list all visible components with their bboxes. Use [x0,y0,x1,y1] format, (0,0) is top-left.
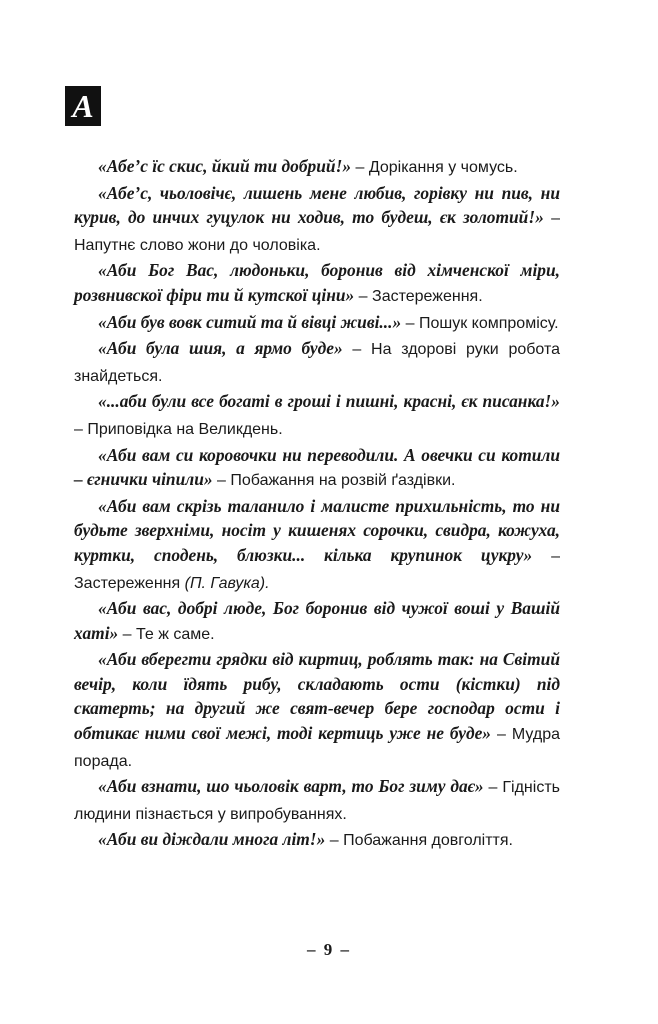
entry-quote: «Аби вас, добрі люде, Бог боронив від чужої воші у Вашій хаті» [74,598,560,643]
entry [74,827,560,854]
entry-meaning: – Побажання на розвій ґаздівки. [212,472,456,490]
entry-quote: «Аби була шия, а ярмо буде» [98,338,343,359]
entry-quote: «Абе’с, чьоловічє, лишень мене любив, горівку ни пив, ни курив, до инчих гуцулок ни ходив, то будеш, єк золотий!» [74,182,560,228]
entry [74,389,560,442]
entry-quote: «Аби Бог Вас, людоньки, боронив від хімченскої міри, розвнивскої фіри ти й кутскої ціни» [74,260,560,305]
entry [74,494,560,596]
entry-source: (П. Гавука). [184,574,270,592]
dictionary-text [74,154,560,854]
entry-meaning: – Застереження. [354,287,483,305]
entry [74,774,560,827]
entry-quote: «Аби взнати, шо чьоловік варт, то Бог зиму дає» [98,776,484,797]
entry-meaning: – Гідність людини пізнається у випробуваннях. [74,779,560,823]
entry-quote: «Абе’с їс скис, йкий ти добрий!» [98,156,352,176]
entry [74,443,560,494]
section-letter-badge [65,86,101,126]
section-letter: А [72,87,94,124]
entry-meaning: – Приповідка на Великдень. [74,420,283,438]
entry [74,258,560,309]
entry-meaning: – Те ж саме. [118,625,215,643]
entry [74,647,560,774]
entry-quote: «...аби були все богаті в гроші і пишні, красні, єк писанка!» [98,391,560,412]
entry-quote: «Аби був вовк ситий та й вівці живі...» [98,311,402,332]
page-number: – 9 – [307,940,351,959]
entry-meaning: – Побажання довголіття. [325,832,513,850]
entry-quote: «Аби вам скрізь таланило і малисте прихильність, то ни будьте зверхніми, носіт у кишенях сорочки, свидра, кожуха, куртки, сподень, блюзки... кілька крупинок цукру» [74,495,560,565]
entry-meaning: – Застереження [74,547,560,592]
entry [74,154,560,181]
entry [74,336,560,389]
entry-meaning: – На здорові руки робота знайдеться. [74,341,561,385]
entry-quote: «Аби вам си коровочки ни переводили. А овечки си котили – єгнички чіпили» [74,444,560,490]
entry-quote: «Аби ви діждали многа літ!» [98,829,326,850]
entry-quote: «Аби вберегти грядки від киртиц, роблять так: на Світий вечір, коли їдять рибу, складають ости (кістки) під скатерть; на другий же свят-вечер бере господар ости і обтикає ними свої межі, тоді кертиць уже не буде» [74,649,560,744]
entry-meaning: – Напутнє слово жони до чоловіка. [74,210,561,254]
entry [74,181,560,259]
entry-meaning: – Дорікання у чомусь. [351,159,518,176]
entry [74,596,560,647]
entry-meaning: – Пошук компромісу. [401,314,559,332]
entry-meaning: – Мудра порада. [74,726,560,770]
entry [74,310,560,337]
